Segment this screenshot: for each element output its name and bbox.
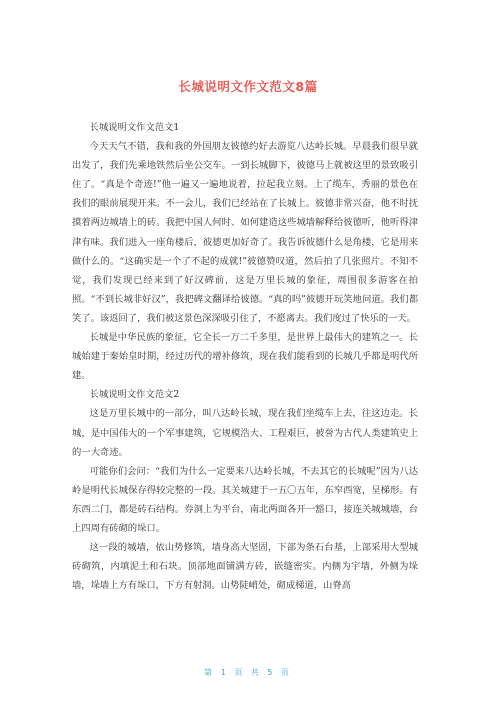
paragraph: 可能你们会问：“我们为什么一定要来八达岭长城，不去其它的长城呢”因为八达岭是明代长城保存得较完整的一段。其关城建于一五〇五年，东窄西宽，呈梯形。有东西二门，都是砖石结构。券洞上为平台，南北两面各开一豁口，接连关城城墙，台上四周有砖砌的垛口。: [72, 465, 418, 534]
document-title: 长城说明文作文范文8篇: [178, 79, 318, 94]
document-body: [72, 118, 418, 595]
paragraph: 长城是中华民族的象征，它全长一万二千多里，是世界上最伟大的建筑之一。长城始建于秦始皇时期，经过历代的增补修筑，现在我们能看到的长城几乎都是明代所建。: [72, 332, 418, 382]
paragraph: 这是万里长城中的一部分，叫八达岭长城，现在我们坐缆车上去，往这边走。长城，是中国伟大的一个军事建筑，它规模浩大、工程艰巨，被誉为古代人类建筑史上的一大奇迹。: [72, 408, 418, 458]
paragraph: 这一段的城墙，依山势修筑，墙身高大坚固，下部为条石台基，上部采用大型城砖砌筑，内填泥土和石块。顶部地面铺满方砖，嵌缝密实。内侧为宇墙，外侧为垛墙，垛墙上方有垛口，下方有射洞。山势陡峭处，砌成梯道，山脊高: [72, 542, 418, 592]
section-heading: 长城说明文作文范文2: [89, 389, 180, 401]
paragraph: 今天天气不错，我和我的外国朋友彼德约好去游览八达岭长城。早晨我们很早就出发了，我们先乘地铁然后坐公交车。一到长城脚下，彼德马上就被这里的景致吸引住了。“真是个奇迹!”他一遍又一遍地说着，拉起我立刻。上了缆车，秀丽的景色在我们的眼前展现开来。不一会儿，我们已经站在了长城上。彼德非常兴奋，他不时抚摸着两边城墙上的砖。我把中国人何时、如何建造这些城墙解释给彼德听，他听得津津有味。我们进入一座角楼后，彼德更加好奇了。我告诉彼德什么是角楼，它是用来做什么的。“这确实是一个了不起的成就!”彼德赞叹道，然后拍了几张照片。不知不觉，我们发现已经来到了好汉碑前，这是万里长城的象征，周围很多游客在拍照。“不到长城非好汉”，我把碑文翻译给彼德。“真的吗”彼德开玩笑地问道。我们都笑了。该返回了，我们被这景色深深吸引住了，不愿离去。我们度过了快乐的一天。: [72, 141, 418, 324]
section-heading: 长城说明文作文范文1: [89, 122, 180, 133]
page-footer: 第 1 页 共 5 页: [204, 668, 292, 677]
